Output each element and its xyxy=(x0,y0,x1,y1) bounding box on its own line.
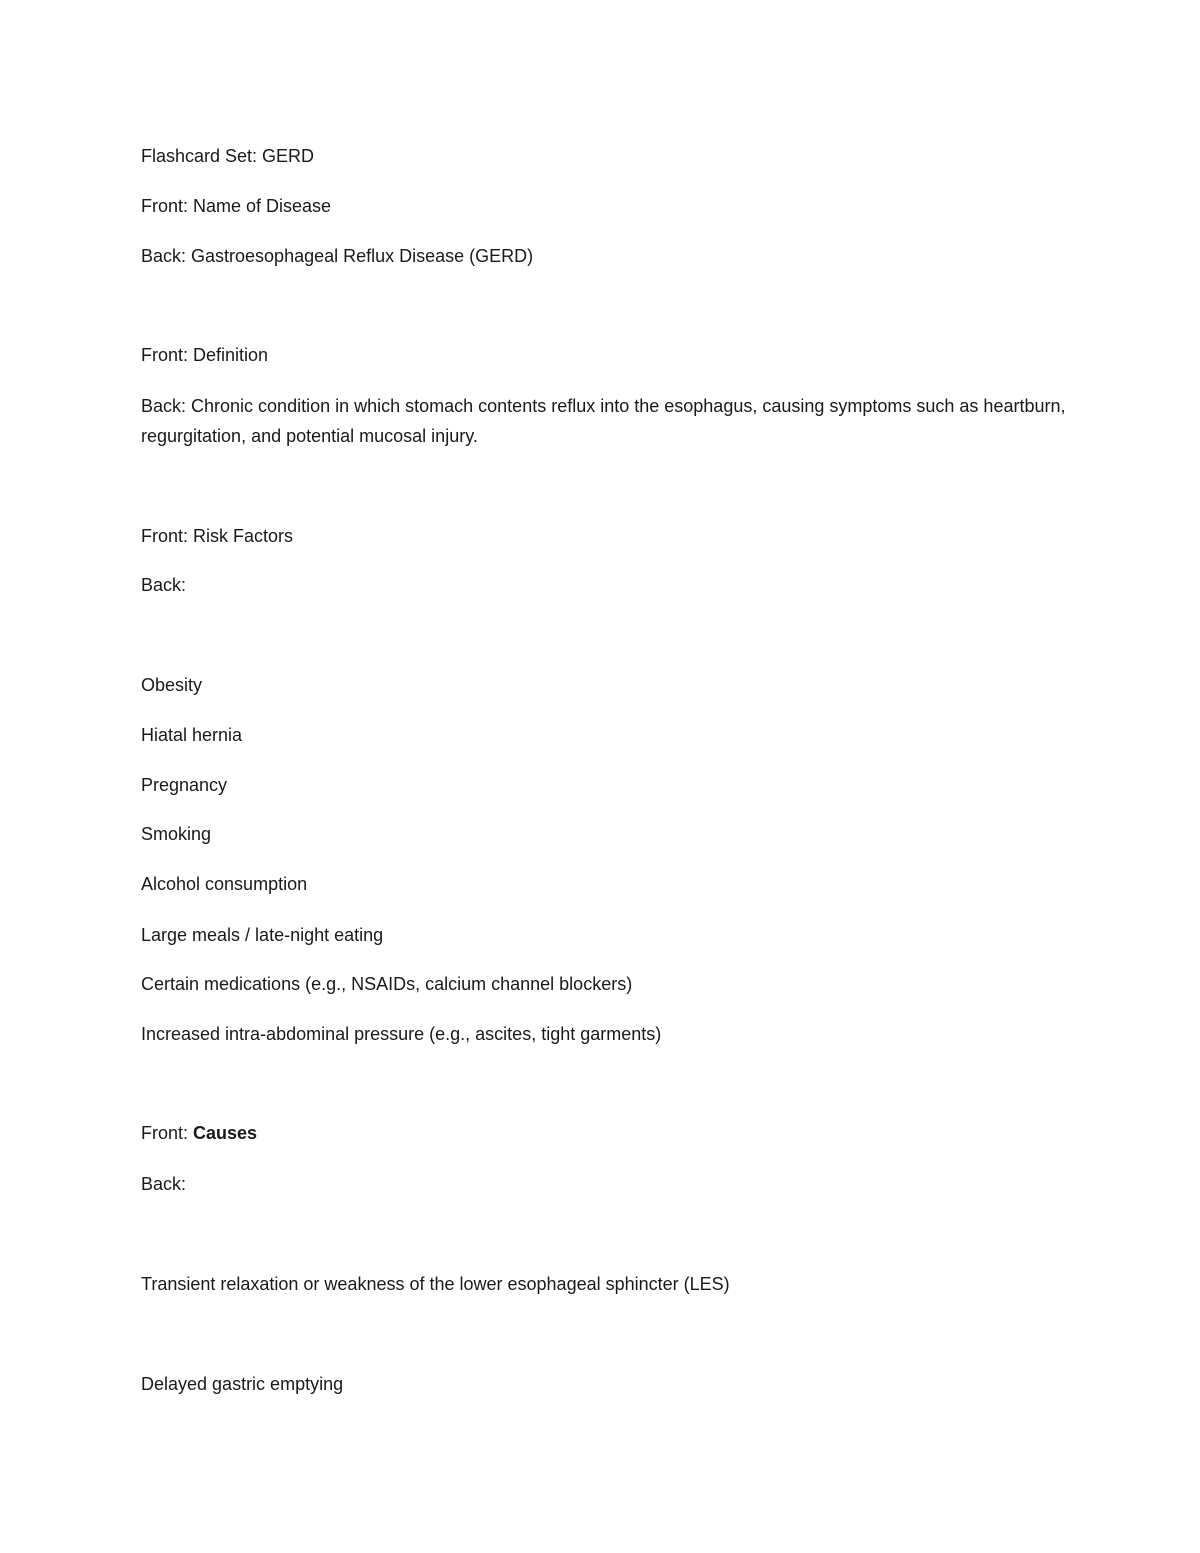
cause-item: Transient relaxation or weakness of the lower esophageal sphincter (LES) xyxy=(141,1274,730,1294)
card-3-back: Back: xyxy=(141,575,187,595)
card-3-front: Front: Risk Factors xyxy=(141,526,294,546)
cause-item: Delayed gastric emptying xyxy=(141,1374,344,1394)
risk-factor-item: Hiatal hernia xyxy=(141,725,243,745)
card-1-front: Front: Name of Disease xyxy=(141,196,332,216)
card-4-front xyxy=(141,1122,257,1144)
card-2-back: Back: Chronic condition in which stomach contents reflux into the esophagus, causing symptoms such as heartburn, regurgitation, and potential mucosal injury. xyxy=(141,396,1066,446)
card-4-back: Back: xyxy=(141,1174,187,1194)
risk-factor-item: Obesity xyxy=(141,675,203,695)
card-1-back: Back: Gastroesophageal Reflux Disease (GERD) xyxy=(141,246,534,266)
card-4-front-term: Causes xyxy=(193,1123,258,1143)
risk-factor-item: Certain medications (e.g., NSAIDs, calcium channel blockers) xyxy=(141,974,633,994)
risk-factor-item: Smoking xyxy=(141,824,212,844)
card-2-front: Front: Definition xyxy=(141,345,269,365)
risk-factor-item: Pregnancy xyxy=(141,775,228,795)
risk-factor-item: Alcohol consumption xyxy=(141,874,308,894)
risk-factor-item: Increased intra-abdominal pressure (e.g., ascites, tight garments) xyxy=(141,1024,662,1044)
set-title: Flashcard Set: GERD xyxy=(141,146,315,166)
risk-factor-item: Large meals / late-night eating xyxy=(141,925,384,945)
card-4-front-prefix: Front: xyxy=(141,1123,194,1143)
